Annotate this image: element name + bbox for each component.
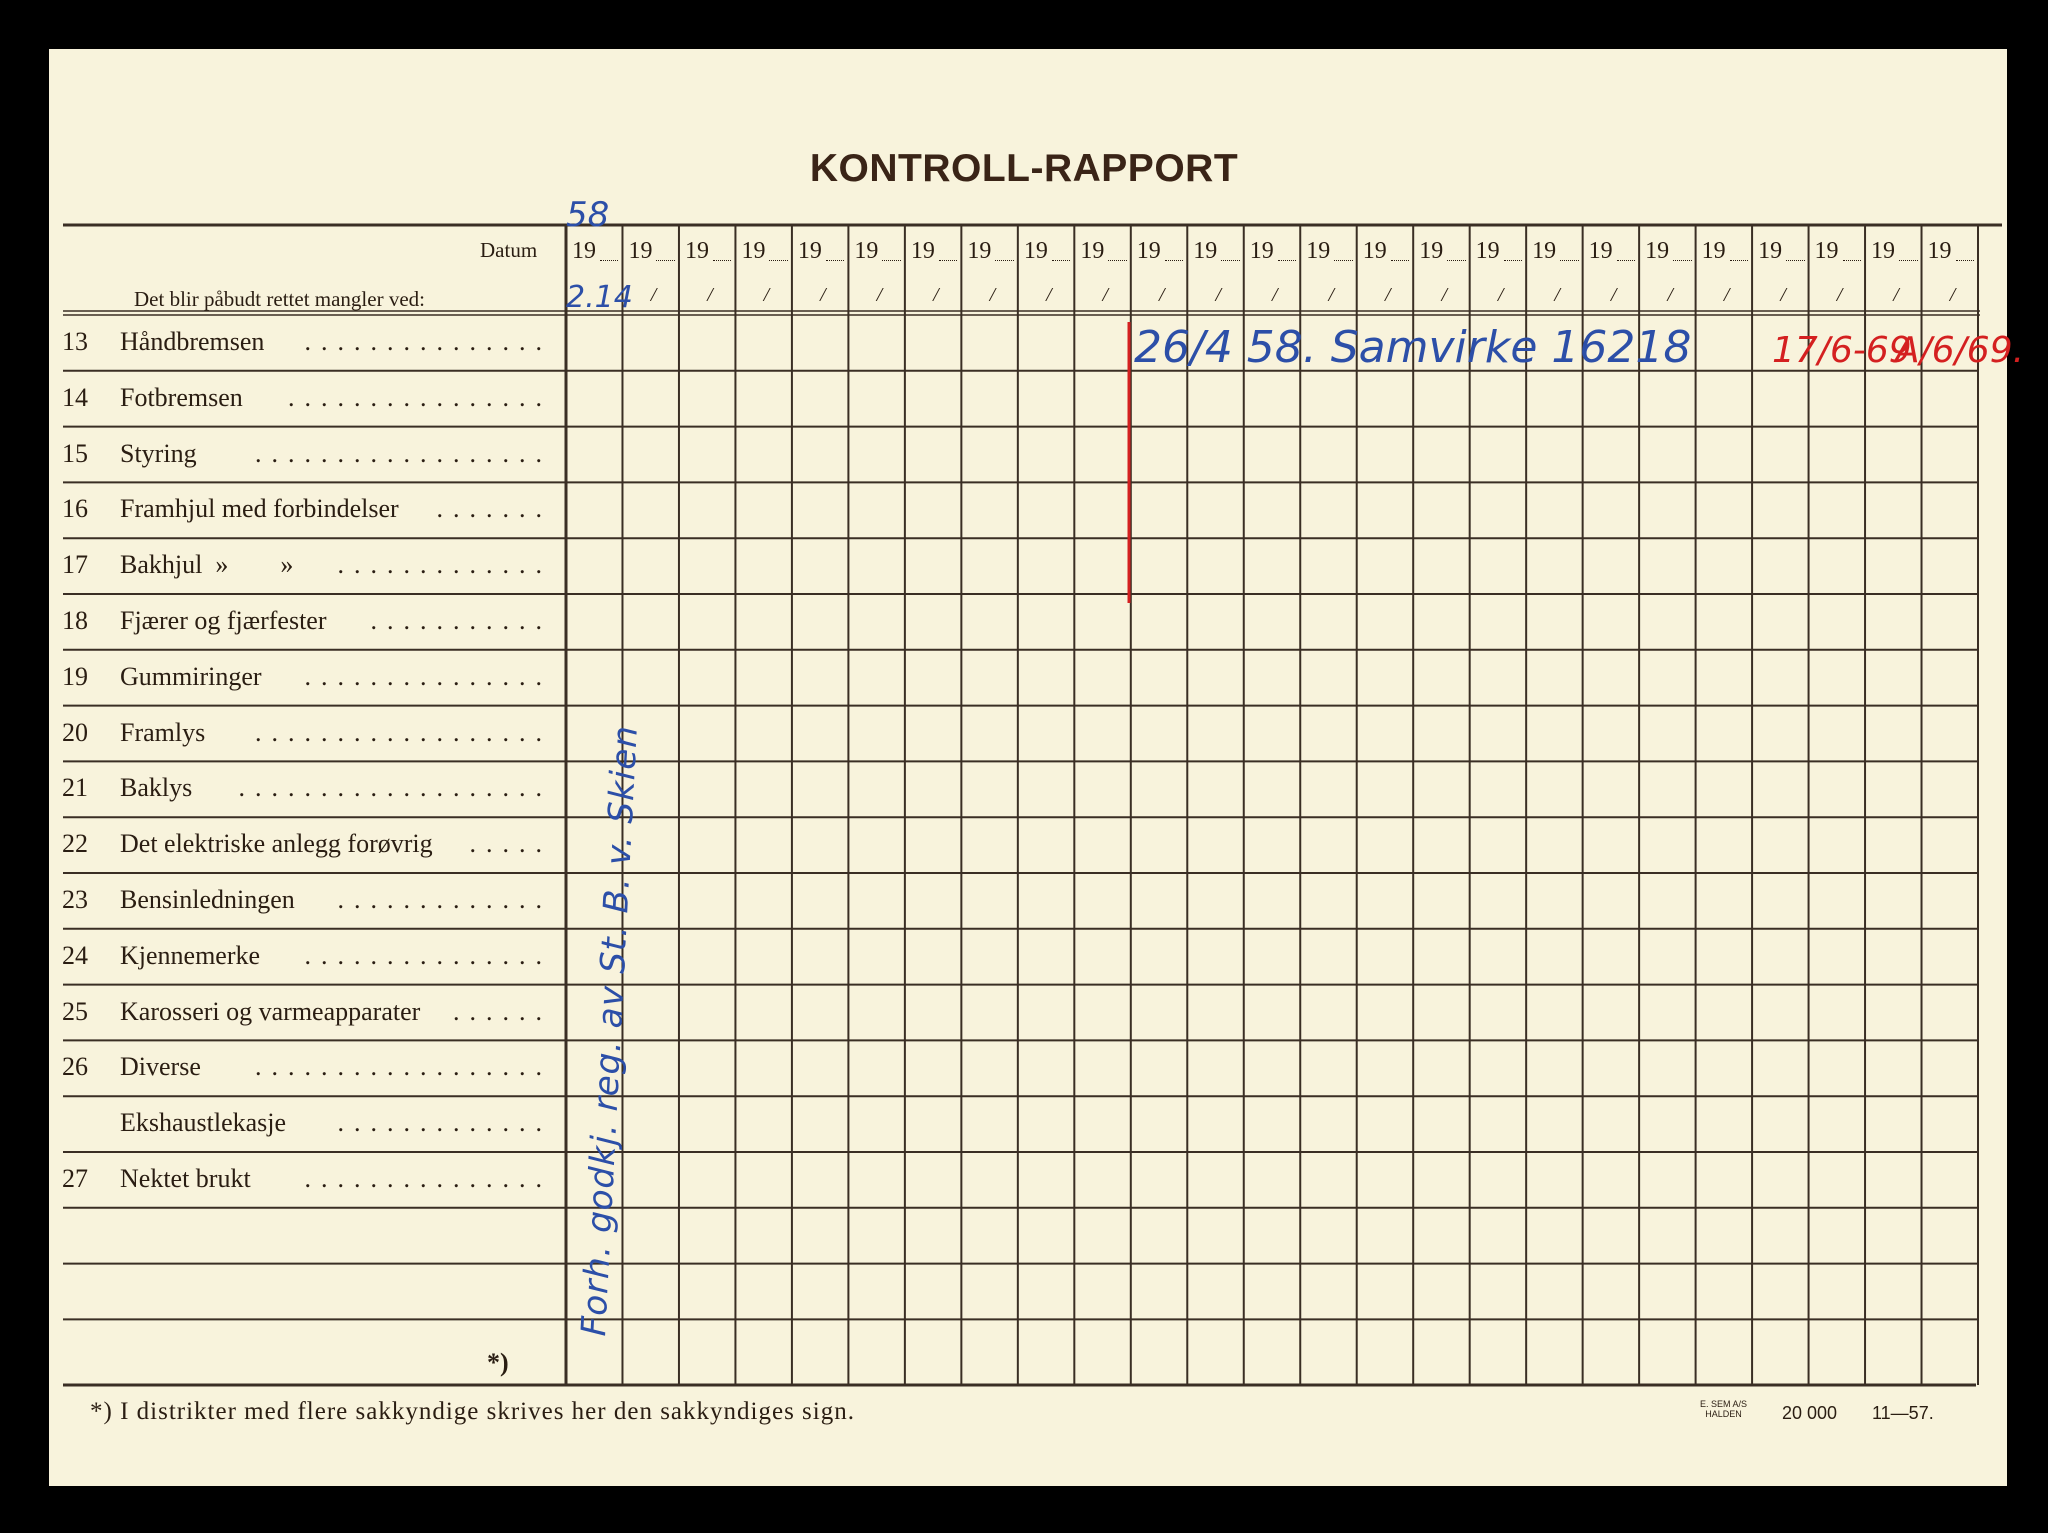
year-prefix: 19 (684, 238, 709, 264)
year-blank (1391, 246, 1409, 261)
year-blank (1165, 246, 1183, 261)
date-slash: / (1441, 284, 1447, 306)
year-blank (1673, 246, 1691, 261)
year-prefix: 19 (1306, 238, 1331, 264)
year-prefix: 19 (1645, 238, 1670, 264)
year-prefix: 19 (1362, 238, 1387, 264)
date-slash: / (1215, 284, 1222, 306)
year-blank (1560, 246, 1578, 261)
year-blank (1221, 246, 1239, 261)
year-prefix: 19 (1532, 238, 1557, 264)
year-blank (656, 246, 674, 261)
date-slash: / (1610, 284, 1617, 306)
year-prefix: 19 (1871, 238, 1896, 264)
row-number: 18 (62, 606, 88, 635)
year-prefix: 19 (1193, 238, 1218, 264)
date-slash: / (1780, 284, 1786, 306)
year-prefix: 19 (572, 238, 596, 264)
row-label: Fotbremsen (120, 382, 243, 412)
row-label: Ekshaustlekasje (120, 1108, 287, 1138)
form-title: KONTROLL-RAPPORT (809, 147, 1239, 190)
handwritten-red-entry-1: 17/6-69 (1772, 330, 1912, 371)
leader-dots: ........... (370, 606, 552, 635)
year-blank (1899, 246, 1917, 261)
signature-marker: *) (487, 1348, 509, 1377)
leader-dots: ............... (304, 327, 552, 356)
row-number: 13 (62, 327, 88, 356)
row-label: Fjærer og fjærfester (120, 606, 327, 635)
leader-dots: .................. (255, 717, 552, 747)
row-number: 24 (62, 940, 88, 970)
printer-city: HALDEN (1705, 1409, 1742, 1419)
year-prefix: 19 (1249, 238, 1274, 264)
year-prefix: 19 (854, 238, 879, 264)
date-slash: / (876, 284, 883, 306)
leader-dots: ............. (337, 550, 552, 580)
subheader-label: Det blir påbudt rettet mangler ved: (134, 287, 425, 311)
year-prefix: 19 (967, 238, 992, 264)
year-blank (1108, 246, 1126, 261)
year-blank (882, 246, 900, 261)
year-blank (1617, 246, 1635, 261)
date-slash: / (1497, 284, 1504, 306)
printer-name: E. SEM A/S (1700, 1399, 1748, 1409)
year-blank (1786, 246, 1804, 261)
year-blank (1956, 246, 1974, 261)
date-slash: / (1272, 284, 1278, 306)
year-prefix: 19 (1927, 238, 1952, 264)
print-quantity: 20 000 (1782, 1403, 1838, 1423)
year-blank (1730, 246, 1748, 261)
leader-dots: ................ (288, 382, 552, 412)
row-label: Styring (120, 438, 197, 468)
leader-dots: ............. (337, 1108, 552, 1138)
row-number: 23 (62, 885, 88, 914)
year-blank (995, 246, 1013, 261)
year-blank (1052, 246, 1070, 261)
row-number: 16 (62, 494, 88, 524)
date-slash: / (763, 284, 770, 306)
row-number: 27 (62, 1164, 88, 1193)
date-slash: / (1046, 284, 1052, 306)
row-number: 25 (62, 996, 88, 1026)
row-label: Diverse (120, 1052, 201, 1082)
row-label: Håndbremsen (120, 327, 265, 356)
handwritten-blue-entry: 26/4 58. Samvirke 16218 (1134, 322, 1692, 373)
year-blank (600, 246, 618, 261)
row-label: Nektet brukt (120, 1164, 251, 1193)
datum-label: Datum (480, 238, 538, 262)
year-prefix: 19 (1419, 238, 1444, 264)
leader-dots: .................. (255, 438, 552, 468)
year-blank (826, 246, 844, 261)
row-label: Bensinledningen (120, 885, 295, 914)
year-prefix: 19 (1023, 238, 1048, 264)
date-slash: / (1667, 284, 1673, 306)
row-label: Baklys (120, 773, 193, 803)
year-blank (1278, 246, 1296, 261)
handwritten-year: 58 (566, 195, 610, 235)
row-number: 21 (62, 773, 88, 803)
date-slash: / (1102, 284, 1109, 306)
year-prefix: 19 (1814, 238, 1839, 264)
leader-dots: .................. (255, 1052, 552, 1082)
row-label: Kjennemerke (120, 940, 261, 970)
year-prefix: 19 (1136, 238, 1161, 264)
leader-dots: ............... (304, 1164, 552, 1193)
footnote: *) I distrikter med flere sakkyndige skrives her den sakkyndiges sign. (90, 1398, 855, 1425)
date-slash: / (1836, 284, 1843, 306)
printer-imprint (1700, 1399, 1747, 1419)
date-slash: / (989, 284, 996, 306)
handwritten-date: 2.14 (566, 280, 633, 315)
year-blank (1447, 246, 1465, 261)
year-prefix: 19 (628, 238, 653, 264)
year-prefix: 19 (741, 238, 766, 264)
year-prefix: 19 (1758, 238, 1783, 264)
year-blank (939, 246, 957, 261)
print-date: 11—57. (1872, 1403, 1934, 1423)
year-blank (769, 246, 787, 261)
date-slash: / (1554, 284, 1560, 306)
leader-dots: ...... (453, 996, 552, 1026)
date-slash: / (1949, 284, 1956, 306)
date-slash: / (650, 284, 657, 306)
date-slash: / (1159, 284, 1165, 306)
row-label: Gummiringer (120, 661, 262, 691)
date-slash: / (1893, 284, 1899, 306)
handwritten-vertical-note: Forh. godkj. reg. av St. B. v. Skien (574, 724, 646, 1338)
row-number: 17 (62, 550, 88, 580)
row-number: 14 (62, 382, 88, 412)
year-blank (1334, 246, 1352, 261)
leader-dots: ............... (304, 940, 552, 970)
year-prefix: 19 (1701, 238, 1726, 264)
year-blank (1843, 246, 1861, 261)
year-prefix: 19 (1080, 238, 1105, 264)
leader-dots: ..... (469, 829, 552, 859)
handwritten-red-entry-2: A/6/69. (1895, 330, 2025, 371)
row-label: Det elektriske anlegg forøvrig (120, 829, 433, 859)
year-prefix: 19 (797, 238, 822, 264)
year-blank (1504, 246, 1522, 261)
row-label: Karosseri og varmeapparater (120, 996, 421, 1026)
date-slash: / (933, 284, 939, 306)
row-number: 20 (62, 717, 88, 747)
date-slash: / (1328, 284, 1335, 306)
leader-dots: ............. (337, 885, 552, 914)
date-slash: / (1384, 284, 1391, 306)
row-number: 22 (62, 829, 88, 859)
row-label: Framhjul med forbindelser (120, 494, 399, 524)
year-prefix: 19 (1475, 238, 1500, 264)
leader-dots: ....... (436, 494, 552, 524)
row-number: 15 (62, 438, 88, 468)
leader-dots: ............... (304, 661, 552, 691)
date-slash: / (707, 284, 713, 306)
date-slash: / (820, 284, 826, 306)
leader-dots: ................... (238, 773, 552, 803)
row-number: 19 (62, 661, 88, 691)
row-number: 26 (62, 1052, 88, 1082)
row-label: Framlys (120, 717, 206, 747)
year-prefix: 19 (1588, 238, 1613, 264)
year-prefix: 19 (910, 238, 935, 264)
date-slash: / (1723, 284, 1730, 306)
row-label: Bakhjul » » (120, 550, 294, 580)
year-blank (713, 246, 731, 261)
